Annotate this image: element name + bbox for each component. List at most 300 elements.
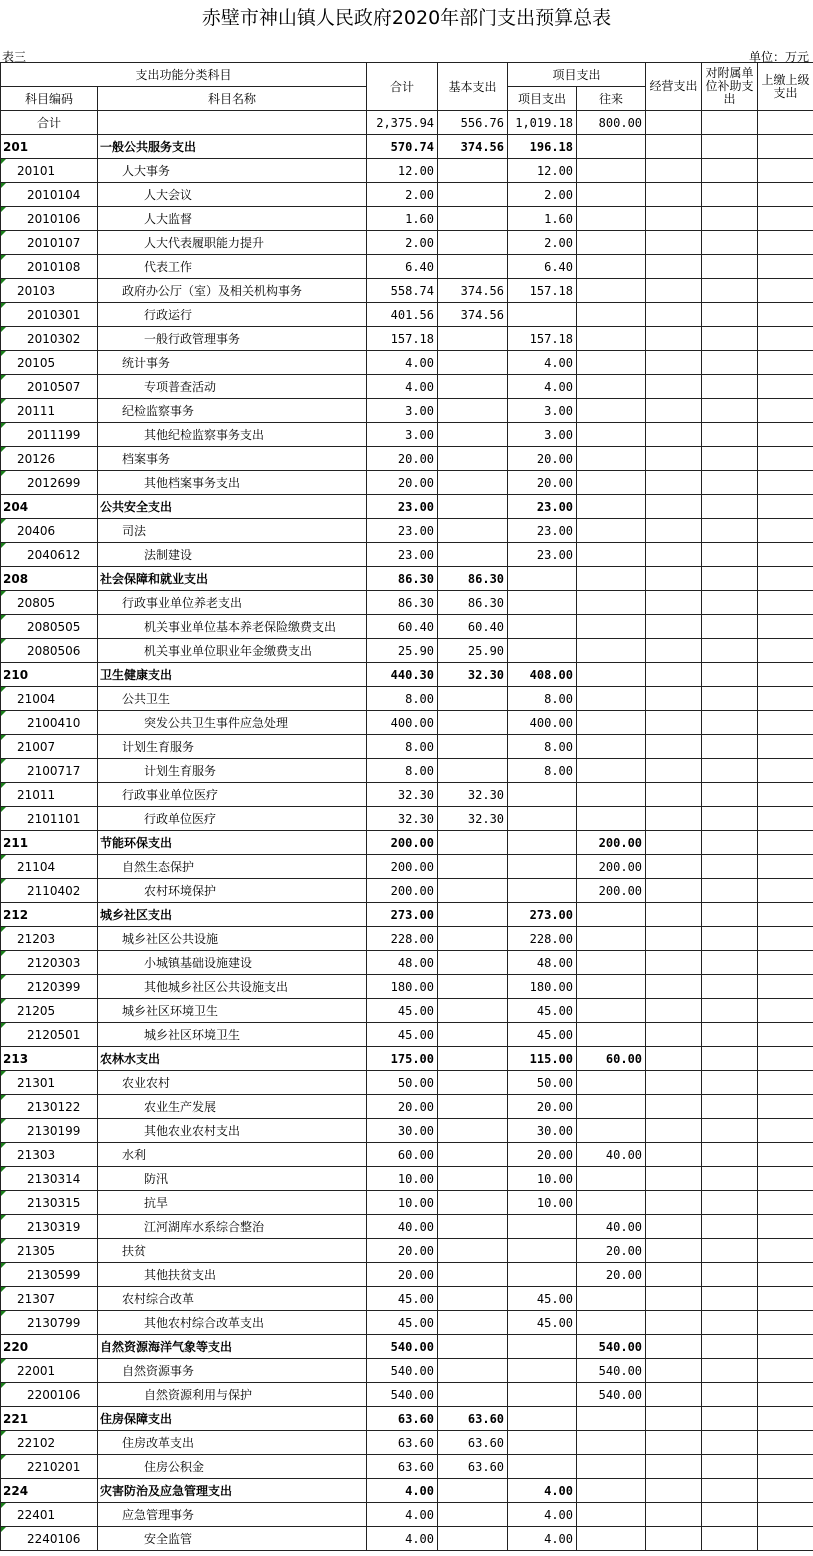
cell-remit[interactable] [758,1047,813,1071]
cell-project[interactable]: 30.00 [508,1119,577,1143]
cell-transfer[interactable] [577,543,646,567]
cell-code[interactable]: 21007 [1,735,98,759]
cell-transfer[interactable] [577,1407,646,1431]
cell-name[interactable]: 其他扶贫支出 [98,1263,367,1287]
cell-remit[interactable] [758,1023,813,1047]
cell-name[interactable]: 农业农村 [98,1071,367,1095]
cell-basic[interactable]: 32.30 [438,807,508,831]
cell-name[interactable]: 自然生态保护 [98,855,367,879]
cell-basic[interactable] [438,903,508,927]
cell-basic[interactable] [438,879,508,903]
cell-total[interactable]: 20.00 [367,471,438,495]
cell-name[interactable]: 抗旱 [98,1191,367,1215]
cell-operating[interactable] [646,1287,702,1311]
cell-subsidiary[interactable] [702,1527,758,1551]
cell-name[interactable]: 灾害防治及应急管理支出 [98,1479,367,1503]
cell-operating[interactable] [646,1359,702,1383]
cell-code[interactable]: 2010301 [1,303,98,327]
cell-name[interactable]: 防汛 [98,1167,367,1191]
cell-operating[interactable] [646,207,702,231]
cell-basic[interactable] [438,759,508,783]
cell-basic[interactable] [438,351,508,375]
cell-total[interactable]: 8.00 [367,759,438,783]
cell-project[interactable] [508,1359,577,1383]
cell-transfer[interactable]: 60.00 [577,1047,646,1071]
cell-name[interactable]: 行政单位医疗 [98,807,367,831]
cell-operating[interactable] [646,1167,702,1191]
cell-project[interactable] [508,1263,577,1287]
cell-subsidiary[interactable] [702,567,758,591]
cell-project[interactable] [508,1407,577,1431]
cell-remit[interactable] [758,1071,813,1095]
cell-subsidiary[interactable] [702,639,758,663]
cell-basic[interactable]: 63.60 [438,1431,508,1455]
cell-name[interactable]: 公共卫生 [98,687,367,711]
cell-total[interactable]: 48.00 [367,951,438,975]
cell-subsidiary[interactable] [702,1167,758,1191]
cell-total[interactable]: 4.00 [367,1527,438,1551]
cell-basic[interactable] [438,375,508,399]
cell-name[interactable]: 档案事务 [98,447,367,471]
cell-remit[interactable] [758,783,813,807]
cell-subsidiary[interactable] [702,447,758,471]
cell-operating[interactable] [646,255,702,279]
cell-total[interactable]: 273.00 [367,903,438,927]
cell-name[interactable]: 行政运行 [98,303,367,327]
cell-transfer[interactable] [577,159,646,183]
cell-basic[interactable] [438,1143,508,1167]
cell-basic[interactable]: 374.56 [438,135,508,159]
cell-code[interactable]: 2200106 [1,1383,98,1407]
cell-remit[interactable] [758,903,813,927]
cell-subsidiary[interactable] [702,1383,758,1407]
cell-transfer[interactable] [577,231,646,255]
cell-remit[interactable] [758,1335,813,1359]
cell-remit[interactable] [758,279,813,303]
cell-transfer[interactable] [577,279,646,303]
cell-remit[interactable] [758,1167,813,1191]
cell-code[interactable]: 21011 [1,783,98,807]
cell-operating[interactable] [646,519,702,543]
cell-project[interactable]: 4.00 [508,375,577,399]
cell-transfer[interactable] [577,927,646,951]
cell-remit[interactable] [758,567,813,591]
cell-code[interactable]: 21301 [1,1071,98,1095]
cell-operating[interactable] [646,159,702,183]
cell-total[interactable]: 180.00 [367,975,438,999]
cell-operating[interactable] [646,447,702,471]
cell-code[interactable]: 22001 [1,1359,98,1383]
cell-total[interactable]: 40.00 [367,1215,438,1239]
cell-transfer[interactable] [577,951,646,975]
cell-total[interactable]: 4.00 [367,1503,438,1527]
cell-basic[interactable] [438,1215,508,1239]
cell-total[interactable]: 3.00 [367,399,438,423]
cell-subsidiary[interactable] [702,1479,758,1503]
cell-basic[interactable] [438,231,508,255]
cell-basic[interactable] [438,1527,508,1551]
cell-code[interactable]: 2120303 [1,951,98,975]
cell-subsidiary[interactable] [702,975,758,999]
cell-total[interactable]: 2.00 [367,231,438,255]
cell-name[interactable]: 法制建设 [98,543,367,567]
cell-total[interactable]: 540.00 [367,1383,438,1407]
cell-operating[interactable] [646,1455,702,1479]
cell-project[interactable]: 45.00 [508,1023,577,1047]
cell-operating[interactable] [646,1407,702,1431]
cell-subsidiary[interactable] [702,1191,758,1215]
cell-operating[interactable] [646,1047,702,1071]
cell-total[interactable]: 540.00 [367,1359,438,1383]
cell-subsidiary[interactable] [702,759,758,783]
cell-remit[interactable] [758,375,813,399]
cell-code[interactable]: 21307 [1,1287,98,1311]
cell-transfer[interactable] [577,399,646,423]
cell-code[interactable]: 2110402 [1,879,98,903]
cell-operating[interactable] [646,687,702,711]
cell-name[interactable]: 突发公共卫生事件应急处理 [98,711,367,735]
cell-project[interactable]: 180.00 [508,975,577,999]
cell-project[interactable]: 196.18 [508,135,577,159]
cell-operating[interactable] [646,1191,702,1215]
cell-basic[interactable] [438,951,508,975]
cell-code[interactable]: 2080505 [1,615,98,639]
cell-basic[interactable] [438,1263,508,1287]
cell-remit[interactable] [758,1311,813,1335]
cell-project[interactable]: 45.00 [508,1287,577,1311]
cell-total[interactable]: 50.00 [367,1071,438,1095]
cell-operating[interactable] [646,831,702,855]
cell-subsidiary[interactable] [702,1143,758,1167]
cell-subsidiary[interactable] [702,375,758,399]
cell-transfer[interactable] [577,207,646,231]
cell-remit[interactable] [758,1503,813,1527]
cell-remit[interactable] [758,327,813,351]
cell-operating[interactable] [646,807,702,831]
cell-code[interactable]: 2130599 [1,1263,98,1287]
cell-remit[interactable] [758,1455,813,1479]
cell-subsidiary[interactable] [702,1023,758,1047]
cell-operating[interactable] [646,1215,702,1239]
cell-transfer[interactable] [577,903,646,927]
cell-transfer[interactable] [577,1287,646,1311]
cell-operating[interactable] [646,639,702,663]
cell-name[interactable]: 计划生育服务 [98,735,367,759]
cell-operating[interactable] [646,351,702,375]
cell-code[interactable]: 22401 [1,1503,98,1527]
cell-remit[interactable] [758,639,813,663]
cell-total[interactable]: 4.00 [367,1479,438,1503]
cell-subsidiary[interactable] [702,1287,758,1311]
cell-code[interactable]: 220 [1,1335,98,1359]
cell-transfer[interactable] [577,639,646,663]
cell-transfer[interactable] [577,183,646,207]
cell-code[interactable]: 20111 [1,399,98,423]
cell-name[interactable]: 农业生产发展 [98,1095,367,1119]
cell-operating[interactable] [646,135,702,159]
cell-total[interactable]: 63.60 [367,1455,438,1479]
cell-code[interactable]: 21305 [1,1239,98,1263]
cell-project[interactable]: 45.00 [508,999,577,1023]
cell-operating[interactable] [646,1383,702,1407]
cell-name[interactable]: 司法 [98,519,367,543]
cell-subsidiary[interactable] [702,1095,758,1119]
cell-remit[interactable] [758,159,813,183]
cell-project[interactable]: 20.00 [508,471,577,495]
cell-name[interactable]: 小城镇基础设施建设 [98,951,367,975]
cell-remit[interactable] [758,615,813,639]
cell-remit[interactable] [758,975,813,999]
cell-basic[interactable] [438,1383,508,1407]
cell-operating[interactable] [646,399,702,423]
cell-basic[interactable] [438,1287,508,1311]
cell-total[interactable]: 20.00 [367,1095,438,1119]
cell-subsidiary[interactable] [702,351,758,375]
cell-total[interactable]: 157.18 [367,327,438,351]
cell-total[interactable]: 45.00 [367,999,438,1023]
cell-total[interactable]: 60.40 [367,615,438,639]
cell-basic[interactable] [438,183,508,207]
cell-project[interactable]: 1.60 [508,207,577,231]
cell-subsidiary[interactable] [702,279,758,303]
cell-name[interactable]: 住房保障支出 [98,1407,367,1431]
cell-project[interactable]: 45.00 [508,1311,577,1335]
cell-total[interactable]: 25.90 [367,639,438,663]
cell-code[interactable]: 2011199 [1,423,98,447]
cell-remit[interactable] [758,831,813,855]
cell-operating[interactable] [646,375,702,399]
cell-name[interactable]: 机关事业单位职业年金缴费支出 [98,639,367,663]
cell-name[interactable]: 人大会议 [98,183,367,207]
cell-transfer[interactable] [577,1119,646,1143]
cell-subsidiary[interactable] [702,1215,758,1239]
cell-basic[interactable] [438,1479,508,1503]
cell-name[interactable]: 其他档案事务支出 [98,471,367,495]
cell-basic[interactable] [438,255,508,279]
cell-project[interactable] [508,783,577,807]
cell-code[interactable]: 21303 [1,1143,98,1167]
cell-project[interactable]: 8.00 [508,687,577,711]
cell-name[interactable]: 城乡社区环境卫生 [98,999,367,1023]
cell-remit[interactable] [758,111,813,135]
cell-project[interactable]: 48.00 [508,951,577,975]
cell-code[interactable]: 210 [1,663,98,687]
cell-basic[interactable] [438,999,508,1023]
cell-subsidiary[interactable] [702,663,758,687]
cell-transfer[interactable] [577,1191,646,1215]
cell-transfer[interactable] [577,423,646,447]
cell-operating[interactable] [646,663,702,687]
cell-project[interactable] [508,1215,577,1239]
cell-transfer[interactable] [577,1527,646,1551]
cell-code[interactable]: 21104 [1,855,98,879]
cell-code[interactable]: 合计 [1,111,98,135]
cell-remit[interactable] [758,663,813,687]
cell-operating[interactable] [646,1023,702,1047]
cell-basic[interactable] [438,447,508,471]
cell-total[interactable]: 12.00 [367,159,438,183]
cell-name[interactable]: 农村环境保护 [98,879,367,903]
cell-name[interactable]: 城乡社区公共设施 [98,927,367,951]
cell-total[interactable]: 20.00 [367,1263,438,1287]
cell-total[interactable]: 45.00 [367,1311,438,1335]
cell-subsidiary[interactable] [702,1071,758,1095]
cell-basic[interactable]: 556.76 [438,111,508,135]
cell-code[interactable]: 20103 [1,279,98,303]
cell-operating[interactable] [646,231,702,255]
cell-total[interactable]: 63.60 [367,1431,438,1455]
cell-project[interactable]: 3.00 [508,423,577,447]
cell-remit[interactable] [758,1263,813,1287]
cell-total[interactable]: 23.00 [367,495,438,519]
cell-transfer[interactable] [577,687,646,711]
cell-remit[interactable] [758,519,813,543]
cell-total[interactable]: 228.00 [367,927,438,951]
cell-project[interactable]: 400.00 [508,711,577,735]
cell-name[interactable]: 自然资源海洋气象等支出 [98,1335,367,1359]
cell-basic[interactable] [438,1311,508,1335]
cell-basic[interactable] [438,687,508,711]
cell-total[interactable]: 10.00 [367,1167,438,1191]
cell-total[interactable]: 60.00 [367,1143,438,1167]
cell-basic[interactable] [438,471,508,495]
cell-subsidiary[interactable] [702,903,758,927]
cell-transfer[interactable]: 40.00 [577,1215,646,1239]
cell-transfer[interactable] [577,303,646,327]
cell-project[interactable]: 6.40 [508,255,577,279]
cell-code[interactable]: 211 [1,831,98,855]
cell-operating[interactable] [646,1527,702,1551]
cell-operating[interactable] [646,1143,702,1167]
cell-transfer[interactable] [577,1455,646,1479]
cell-project[interactable]: 4.00 [508,1503,577,1527]
cell-remit[interactable] [758,1527,813,1551]
cell-transfer[interactable]: 800.00 [577,111,646,135]
cell-remit[interactable] [758,951,813,975]
cell-operating[interactable] [646,903,702,927]
cell-transfer[interactable] [577,135,646,159]
cell-project[interactable]: 23.00 [508,543,577,567]
cell-remit[interactable] [758,999,813,1023]
cell-subsidiary[interactable] [702,735,758,759]
cell-basic[interactable] [438,711,508,735]
cell-project[interactable] [508,1455,577,1479]
cell-name[interactable]: 人大事务 [98,159,367,183]
cell-code[interactable]: 2130122 [1,1095,98,1119]
cell-name[interactable]: 自然资源利用与保护 [98,1383,367,1407]
cell-basic[interactable]: 86.30 [438,591,508,615]
cell-project[interactable]: 23.00 [508,519,577,543]
cell-remit[interactable] [758,135,813,159]
cell-operating[interactable] [646,327,702,351]
cell-code[interactable]: 20101 [1,159,98,183]
cell-code[interactable]: 2010108 [1,255,98,279]
cell-name[interactable]: 行政事业单位养老支出 [98,591,367,615]
cell-code[interactable]: 21205 [1,999,98,1023]
cell-transfer[interactable] [577,1071,646,1095]
cell-remit[interactable] [758,495,813,519]
cell-operating[interactable] [646,879,702,903]
cell-operating[interactable] [646,975,702,999]
cell-subsidiary[interactable] [702,1407,758,1431]
cell-total[interactable]: 200.00 [367,879,438,903]
cell-remit[interactable] [758,231,813,255]
cell-operating[interactable] [646,183,702,207]
cell-subsidiary[interactable] [702,1503,758,1527]
cell-project[interactable]: 2.00 [508,231,577,255]
cell-operating[interactable] [646,303,702,327]
cell-operating[interactable] [646,951,702,975]
cell-remit[interactable] [758,447,813,471]
cell-remit[interactable] [758,183,813,207]
cell-project[interactable]: 408.00 [508,663,577,687]
cell-code[interactable]: 22102 [1,1431,98,1455]
cell-operating[interactable] [646,783,702,807]
cell-total[interactable]: 8.00 [367,687,438,711]
cell-project[interactable] [508,615,577,639]
cell-subsidiary[interactable] [702,951,758,975]
cell-project[interactable]: 4.00 [508,1479,577,1503]
cell-total[interactable]: 45.00 [367,1023,438,1047]
cell-code[interactable]: 212 [1,903,98,927]
cell-remit[interactable] [758,759,813,783]
cell-transfer[interactable] [577,759,646,783]
cell-transfer[interactable]: 540.00 [577,1335,646,1359]
cell-code[interactable]: 213 [1,1047,98,1071]
cell-code[interactable]: 2120501 [1,1023,98,1047]
cell-project[interactable]: 8.00 [508,759,577,783]
cell-subsidiary[interactable] [702,207,758,231]
cell-subsidiary[interactable] [702,1311,758,1335]
cell-project[interactable]: 10.00 [508,1167,577,1191]
cell-project[interactable] [508,1335,577,1359]
cell-transfer[interactable] [577,735,646,759]
cell-operating[interactable] [646,1263,702,1287]
cell-basic[interactable]: 374.56 [438,303,508,327]
cell-transfer[interactable] [577,495,646,519]
cell-code[interactable]: 21004 [1,687,98,711]
cell-name[interactable]: 其他农业农村支出 [98,1119,367,1143]
cell-project[interactable] [508,831,577,855]
cell-name[interactable]: 机关事业单位基本养老保险缴费支出 [98,615,367,639]
cell-total[interactable]: 86.30 [367,567,438,591]
cell-project[interactable]: 23.00 [508,495,577,519]
cell-code[interactable]: 2010302 [1,327,98,351]
cell-project[interactable]: 20.00 [508,1143,577,1167]
cell-basic[interactable] [438,495,508,519]
cell-transfer[interactable] [577,519,646,543]
cell-project[interactable]: 115.00 [508,1047,577,1071]
cell-transfer[interactable] [577,1095,646,1119]
cell-transfer[interactable]: 20.00 [577,1263,646,1287]
cell-code[interactable]: 20805 [1,591,98,615]
cell-basic[interactable]: 63.60 [438,1407,508,1431]
cell-subsidiary[interactable] [702,471,758,495]
cell-operating[interactable] [646,471,702,495]
cell-subsidiary[interactable] [702,423,758,447]
cell-total[interactable]: 200.00 [367,855,438,879]
cell-code[interactable]: 2130314 [1,1167,98,1191]
cell-subsidiary[interactable] [702,543,758,567]
cell-basic[interactable] [438,735,508,759]
cell-operating[interactable] [646,1503,702,1527]
cell-operating[interactable] [646,1119,702,1143]
cell-code[interactable]: 2010104 [1,183,98,207]
cell-basic[interactable]: 60.40 [438,615,508,639]
cell-remit[interactable] [758,1383,813,1407]
cell-code[interactable]: 221 [1,1407,98,1431]
cell-name[interactable]: 一般公共服务支出 [98,135,367,159]
